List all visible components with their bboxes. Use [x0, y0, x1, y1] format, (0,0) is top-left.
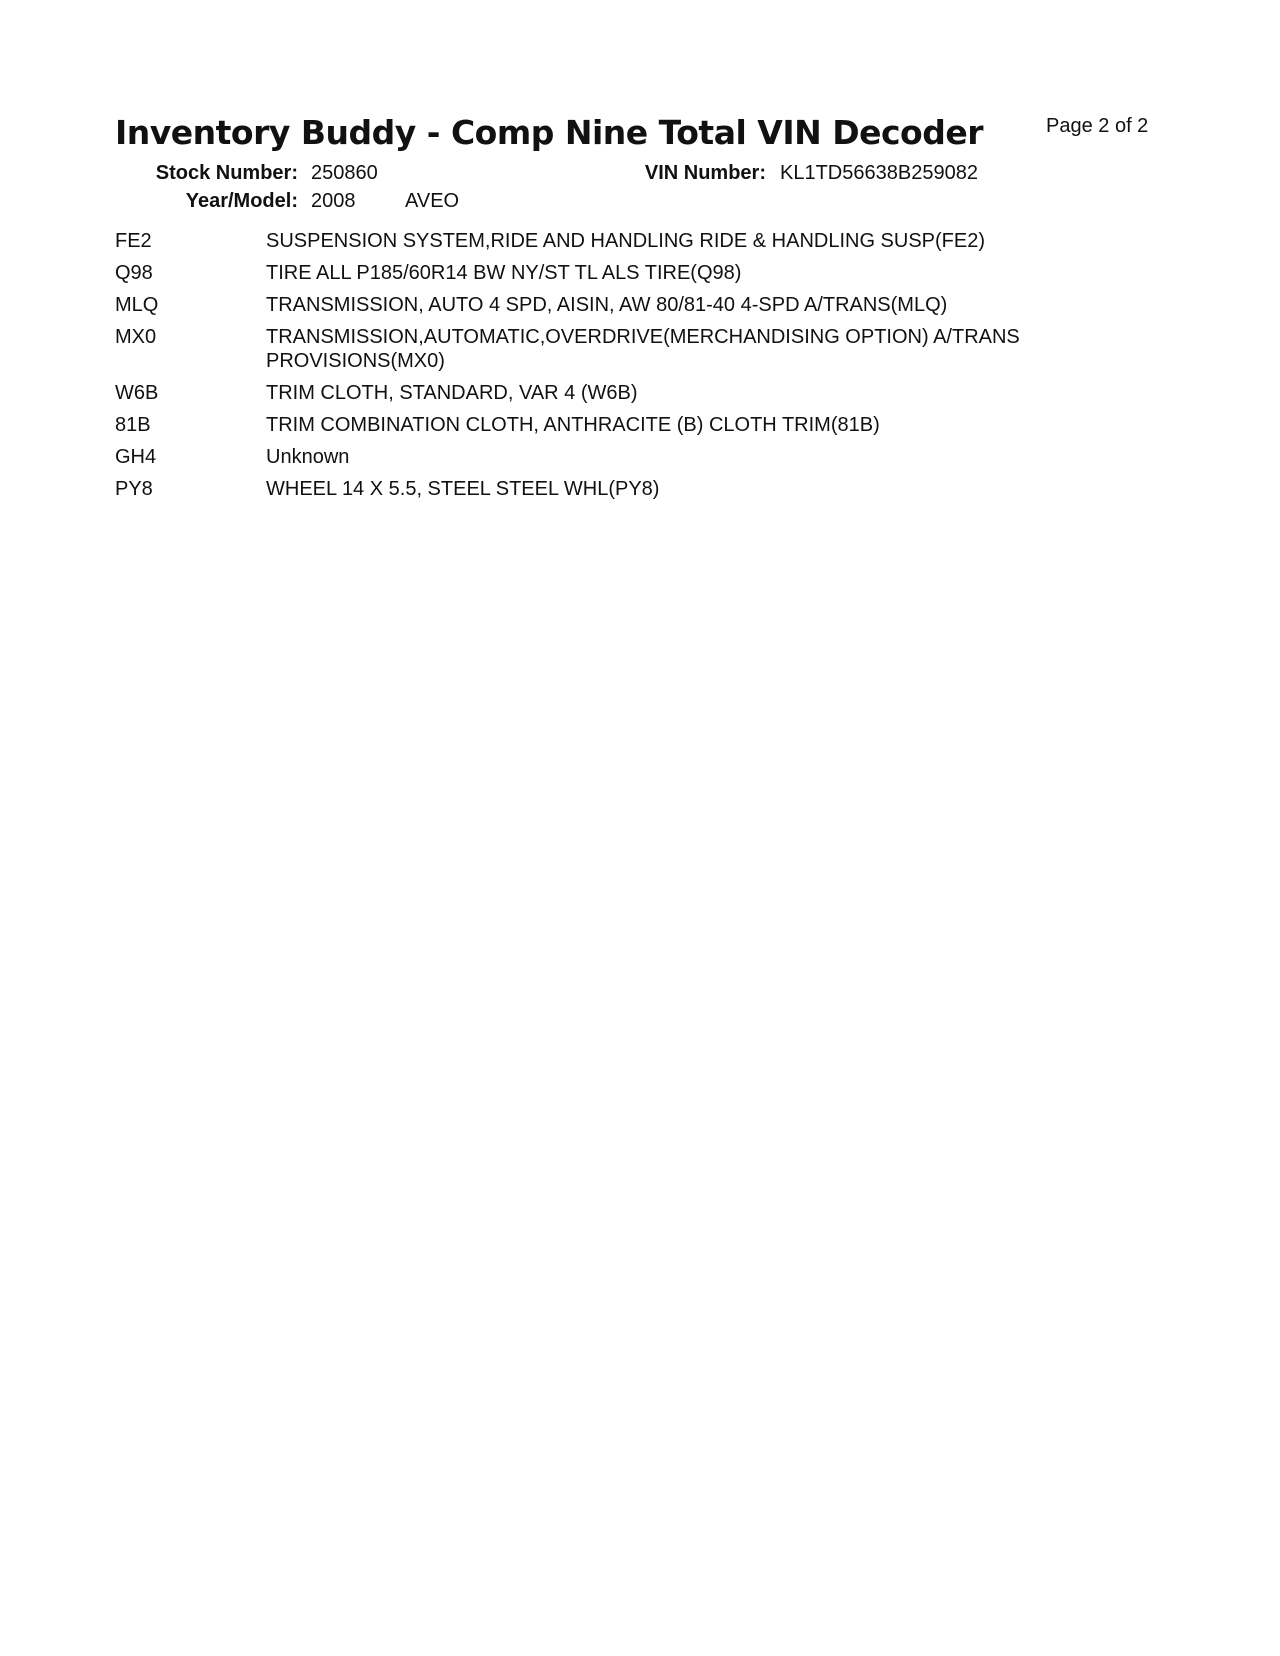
option-row — [115, 261, 1175, 285]
option-row — [115, 293, 1175, 317]
option-description: TRANSMISSION, AUTO 4 SPD, AISIN, AW 80/81-40 4-SPD A/TRANS(MLQ) — [266, 294, 948, 316]
option-row — [115, 445, 1175, 469]
stock-number-label: Stock Number: — [155, 162, 298, 184]
option-code: MLQ — [115, 294, 159, 316]
option-description: WHEEL 14 X 5.5, STEEL STEEL WHL(PY8) — [266, 478, 660, 500]
year-model-label: Year/Model: — [185, 190, 298, 212]
option-row — [115, 413, 1175, 437]
option-code: W6B — [115, 382, 159, 404]
option-row — [115, 325, 1175, 373]
year-value: 2008 — [311, 190, 356, 212]
option-code: 81B — [115, 414, 151, 436]
page-indicator: Page 2 of 2 — [1046, 115, 1149, 137]
option-description: TIRE ALL P185/60R14 BW NY/ST TL ALS TIRE(Q98) — [266, 262, 742, 284]
option-row — [115, 381, 1175, 405]
option-code: GH4 — [115, 446, 157, 468]
option-description: Unknown — [266, 446, 350, 468]
option-code: MX0 — [115, 326, 157, 348]
option-code: PY8 — [115, 478, 153, 500]
model-value: AVEO — [405, 190, 460, 212]
option-row — [115, 477, 1175, 501]
option-code: Q98 — [115, 262, 153, 284]
stock-number-value: 250860 — [311, 162, 378, 184]
option-codes-list — [115, 229, 1175, 509]
vin-number-label: VIN Number: — [644, 162, 766, 184]
report-title: Inventory Buddy - Comp Nine Total VIN Decoder — [115, 113, 983, 152]
vin-number-value: KL1TD56638B259082 — [780, 162, 978, 184]
option-description: TRIM CLOTH, STANDARD, VAR 4 (W6B) — [266, 382, 638, 404]
option-row — [115, 229, 1175, 253]
option-code: FE2 — [115, 230, 152, 252]
option-description: TRANSMISSION,AUTOMATIC,OVERDRIVE(MERCHANDISING OPTION) A/TRANS PROVISIONS(MX0) — [266, 326, 1020, 372]
option-description: TRIM COMBINATION CLOTH, ANTHRACITE (B) CLOTH TRIM(81B) — [266, 414, 880, 436]
option-description: SUSPENSION SYSTEM,RIDE AND HANDLING RIDE & HANDLING SUSP(FE2) — [266, 230, 986, 252]
